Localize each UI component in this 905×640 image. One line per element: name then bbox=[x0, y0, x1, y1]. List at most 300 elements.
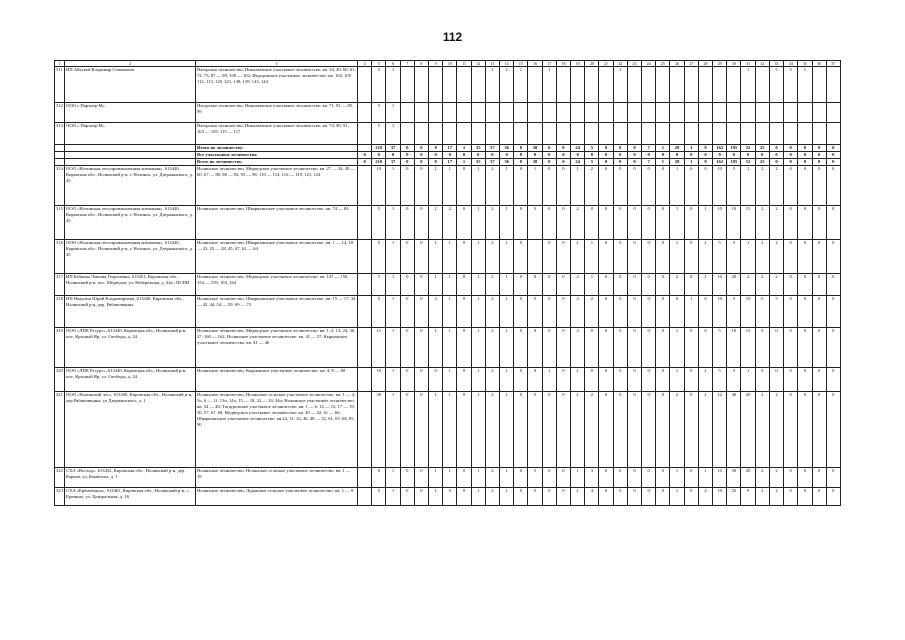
value-cell: 1 bbox=[429, 166, 443, 206]
value-cell: 0 bbox=[741, 152, 755, 159]
value-cell bbox=[500, 123, 514, 145]
row-number bbox=[55, 159, 65, 166]
value-cell: 17 bbox=[443, 145, 457, 152]
forest-area: Нолинское лесничество, Нолинское сельское участковое лесничество: кв. 1 — 19 bbox=[196, 468, 358, 488]
value-cell: 10 bbox=[372, 166, 386, 206]
value-cell: 5 bbox=[528, 392, 542, 468]
value-cell: 1 bbox=[500, 206, 514, 240]
value-cell: 28 bbox=[670, 159, 684, 166]
value-cell: 1 bbox=[670, 488, 684, 506]
value-cell: 1 bbox=[386, 206, 400, 240]
value-cell bbox=[741, 103, 755, 123]
column-number: 37 bbox=[826, 61, 840, 67]
value-cell: 1 bbox=[571, 392, 585, 468]
value-cell bbox=[784, 103, 798, 123]
value-cell: 1 bbox=[471, 274, 485, 296]
value-cell: 1 bbox=[670, 328, 684, 368]
value-cell: 0 bbox=[457, 392, 471, 468]
value-cell: 195 bbox=[727, 159, 741, 166]
value-cell: 1 bbox=[386, 328, 400, 368]
value-cell: 2 bbox=[485, 296, 499, 328]
value-cell: 0 bbox=[656, 240, 670, 274]
value-cell: 0 bbox=[414, 368, 428, 392]
value-cell: 1 bbox=[443, 328, 457, 368]
value-cell: 0 bbox=[556, 145, 570, 152]
value-cell: 28 bbox=[670, 145, 684, 152]
value-cell bbox=[670, 67, 684, 103]
value-cell: 0 bbox=[684, 392, 698, 468]
row-number bbox=[55, 152, 65, 159]
value-cell: 0 bbox=[414, 488, 428, 506]
value-cell: 1 bbox=[386, 240, 400, 274]
value-cell: 0 bbox=[613, 240, 627, 274]
value-cell: 0 bbox=[627, 145, 641, 152]
value-cell: 0 bbox=[613, 159, 627, 166]
value-cell bbox=[514, 103, 528, 123]
value-cell: 0 bbox=[769, 152, 783, 159]
row-number: 314 bbox=[55, 166, 65, 206]
value-cell: 0 bbox=[599, 159, 613, 166]
value-cell: 0 bbox=[571, 152, 585, 159]
value-cell: 0 bbox=[812, 488, 826, 506]
value-cell: 2 bbox=[571, 296, 585, 328]
value-cell: 25 bbox=[727, 488, 741, 506]
tenant-name: СХА «Ерёмченята», 613461, Кировская обл., Нолинский р-н, с. Еремино, ул. Центральная, д. 16 bbox=[65, 488, 196, 506]
column-number: 12 bbox=[471, 61, 485, 67]
row-number: 316 bbox=[55, 240, 65, 274]
value-cell bbox=[443, 67, 457, 103]
value-cell bbox=[812, 103, 826, 123]
value-cell bbox=[727, 103, 741, 123]
forest-area: Нагорское лесничество, Николаевское участковое лесничество: кв. 74, 90, 91, 103 — 105, 115 — 117 bbox=[196, 123, 358, 145]
value-cell: 0 bbox=[514, 240, 528, 274]
value-cell: 24 bbox=[571, 145, 585, 152]
value-cell: 2 bbox=[485, 488, 499, 506]
value-cell bbox=[471, 67, 485, 103]
value-cell bbox=[642, 123, 656, 145]
value-cell: 0 bbox=[713, 152, 727, 159]
row-number: 320 bbox=[55, 368, 65, 392]
value-cell: 0 bbox=[556, 274, 570, 296]
value-cell: 1 bbox=[500, 488, 514, 506]
value-cell: 1 bbox=[741, 240, 755, 274]
row-number: 318 bbox=[55, 296, 65, 328]
row-number: 319 bbox=[55, 328, 65, 368]
value-cell bbox=[500, 103, 514, 123]
column-number: 20 bbox=[585, 61, 599, 67]
value-cell bbox=[457, 103, 471, 123]
value-cell: 0 bbox=[627, 166, 641, 206]
value-cell: 0 bbox=[514, 152, 528, 159]
table-row bbox=[55, 392, 841, 468]
value-cell: 2 bbox=[571, 328, 585, 368]
value-cell: 0 bbox=[542, 240, 556, 274]
value-cell: 0 bbox=[613, 145, 627, 152]
table-row bbox=[55, 468, 841, 488]
tenant-name: ООО « Партнер-М» bbox=[65, 123, 196, 145]
value-cell: 0 bbox=[826, 240, 840, 274]
forest-area: Всего по лесничеству: bbox=[196, 159, 358, 166]
value-cell: 2 bbox=[485, 468, 499, 488]
value-cell: 0 bbox=[812, 240, 826, 274]
value-cell: 2 bbox=[769, 166, 783, 206]
row-number: 313 bbox=[55, 123, 65, 145]
value-cell: 0 bbox=[642, 152, 656, 159]
value-cell: 35 bbox=[471, 145, 485, 152]
value-cell: 57 bbox=[485, 159, 499, 166]
value-cell: 1 bbox=[684, 159, 698, 166]
value-cell: 0 bbox=[826, 488, 840, 506]
column-number: 28 bbox=[698, 61, 712, 67]
value-cell: 1 bbox=[471, 240, 485, 274]
value-cell: 7 bbox=[642, 159, 656, 166]
value-cell: 5 bbox=[727, 240, 741, 274]
value-cell: 5 bbox=[528, 296, 542, 328]
value-cell: 0 bbox=[798, 368, 812, 392]
forest-area: Нагорское лесничество, Николаевское участковое лесничество: кв. 34, 49, 60, 61, 72, 73, 87 — 89, 100 — 102; Федоровское участковое лесничество: кв. 104, 105 112, 113, 120, 121, 138, 139, 143, 144 bbox=[196, 67, 358, 103]
value-cell: 0 bbox=[542, 152, 556, 159]
value-cell: 2 bbox=[429, 296, 443, 328]
value-cell: 0 bbox=[400, 145, 414, 152]
value-cell: 9 bbox=[741, 488, 755, 506]
value-cell: 0 bbox=[798, 328, 812, 368]
value-cell: 10 bbox=[713, 488, 727, 506]
value-cell: 1 bbox=[656, 145, 670, 152]
value-cell: 0 bbox=[826, 145, 840, 152]
value-cell: 0 bbox=[784, 206, 798, 240]
value-cell: 1 bbox=[514, 67, 528, 103]
value-cell: 0 bbox=[414, 206, 428, 240]
value-cell: 0 bbox=[798, 392, 812, 468]
value-cell bbox=[713, 67, 727, 103]
value-cell: 1 bbox=[443, 274, 457, 296]
value-cell: 0 bbox=[656, 296, 670, 328]
value-cell: 0 bbox=[514, 274, 528, 296]
tenant-name: ИП Бабкина Эмилия Георгиевна, 613451, Кировская обл., Нолинский р-н, пос. Медведок, ул. Набережная, д. 32а.; ПСПИ bbox=[65, 274, 196, 296]
forest-area: Нолинское лесничество, Медведское участковое лесничество: кв. 147 — 150, 154 — 159, 163, 164 bbox=[196, 274, 358, 296]
value-cell: 1 bbox=[542, 67, 556, 103]
value-cell: 0 bbox=[627, 368, 641, 392]
value-cell: 0 bbox=[414, 274, 428, 296]
value-cell: 1 bbox=[443, 368, 457, 392]
value-cell: 1 bbox=[429, 240, 443, 274]
column-number: 8 bbox=[414, 61, 428, 67]
value-cell: 0 bbox=[684, 368, 698, 392]
value-cell: 0 bbox=[613, 166, 627, 206]
value-cell: 0 bbox=[627, 488, 641, 506]
value-cell: 195 bbox=[727, 145, 741, 152]
value-cell: 1 bbox=[741, 67, 755, 103]
value-cell: 0 bbox=[784, 274, 798, 296]
value-cell bbox=[414, 103, 428, 123]
value-cell bbox=[358, 103, 372, 123]
value-cell: 2 bbox=[585, 166, 599, 206]
table-row bbox=[55, 274, 841, 296]
value-cell: 0 bbox=[542, 468, 556, 488]
value-cell: 0 bbox=[457, 488, 471, 506]
value-cell: 1 bbox=[500, 468, 514, 488]
table-row bbox=[55, 166, 841, 206]
value-cell: 0 bbox=[627, 274, 641, 296]
value-cell: 0 bbox=[798, 468, 812, 488]
value-cell bbox=[400, 103, 414, 123]
value-cell: 1 bbox=[386, 103, 400, 123]
value-cell: 0 bbox=[784, 152, 798, 159]
value-cell: 162 bbox=[713, 159, 727, 166]
value-cell: 1 bbox=[698, 468, 712, 488]
value-cell: 1 bbox=[443, 296, 457, 328]
value-cell: 0 bbox=[599, 240, 613, 274]
value-cell: 0 bbox=[599, 392, 613, 468]
value-cell bbox=[670, 103, 684, 123]
value-cell bbox=[826, 103, 840, 123]
value-cell: 0 bbox=[386, 152, 400, 159]
column-number: 7 bbox=[400, 61, 414, 67]
value-cell: 0 bbox=[429, 368, 443, 392]
value-cell: 0 bbox=[684, 166, 698, 206]
value-cell: 1 bbox=[670, 166, 684, 206]
value-cell: 0 bbox=[798, 296, 812, 328]
value-cell: 0 bbox=[414, 240, 428, 274]
value-cell: 1 bbox=[698, 274, 712, 296]
value-cell: 0 bbox=[457, 328, 471, 368]
value-cell: 1 bbox=[386, 468, 400, 488]
value-cell: 0 bbox=[627, 328, 641, 368]
value-cell: 8 bbox=[429, 145, 443, 152]
value-cell bbox=[358, 488, 372, 506]
value-cell: 0 bbox=[784, 392, 798, 468]
value-cell: 0 bbox=[599, 368, 613, 392]
column-number: 14 bbox=[500, 61, 514, 67]
value-cell bbox=[713, 123, 727, 145]
value-cell: 0 bbox=[599, 488, 613, 506]
value-cell bbox=[698, 103, 712, 123]
value-cell bbox=[528, 240, 542, 274]
value-cell: 0 bbox=[457, 274, 471, 296]
value-cell: 1 bbox=[670, 368, 684, 392]
value-cell: 0 bbox=[656, 488, 670, 506]
value-cell: 2 bbox=[769, 488, 783, 506]
value-cell bbox=[656, 67, 670, 103]
value-cell: 0 bbox=[599, 152, 613, 159]
value-cell: 1 bbox=[386, 488, 400, 506]
value-cell: 0 bbox=[414, 166, 428, 206]
value-cell: 1 bbox=[429, 468, 443, 488]
value-cell bbox=[471, 123, 485, 145]
value-cell: 0 bbox=[613, 392, 627, 468]
value-cell bbox=[812, 123, 826, 145]
value-cell: 5 bbox=[755, 296, 769, 328]
value-cell bbox=[457, 123, 471, 145]
value-cell: 0 bbox=[585, 328, 599, 368]
value-cell: 5 bbox=[727, 368, 741, 392]
value-cell: 0 bbox=[556, 166, 570, 206]
value-cell: 10 bbox=[713, 206, 727, 240]
value-cell: 0 bbox=[798, 159, 812, 166]
forest-area: Все участковые лесничества bbox=[196, 152, 358, 159]
value-cell: 0 bbox=[826, 206, 840, 240]
column-number: 25 bbox=[656, 61, 670, 67]
column-number: 15 bbox=[514, 61, 528, 67]
value-cell: 0 bbox=[542, 274, 556, 296]
forest-area: Итого по лесничеству: bbox=[196, 145, 358, 152]
value-cell: 5 bbox=[372, 103, 386, 123]
value-cell bbox=[599, 103, 613, 123]
value-cell: 1 bbox=[571, 240, 585, 274]
value-cell: 57 bbox=[485, 145, 499, 152]
value-cell: 0 bbox=[784, 296, 798, 328]
value-cell bbox=[599, 67, 613, 103]
value-cell bbox=[400, 67, 414, 103]
value-cell: 10 bbox=[713, 274, 727, 296]
value-cell: 1 bbox=[471, 206, 485, 240]
row-number: 315 bbox=[55, 206, 65, 240]
value-cell: 0 bbox=[784, 240, 798, 274]
value-cell: 0 bbox=[485, 152, 499, 159]
value-cell: 0 bbox=[798, 152, 812, 159]
value-cell: 10 bbox=[713, 166, 727, 206]
value-cell: 1 bbox=[670, 468, 684, 488]
tenant-name: ООО «ЛПК Ресурс», 613440, Кировская обл., Нолинский р-н, пос. Красный Яр, ул. Свободы, д. 24 bbox=[65, 368, 196, 392]
value-cell bbox=[556, 123, 570, 145]
tenant-name: ООО «ЛПК Ресурс», 613440, Кировская обл., Нолинский р-н, пос. Красный Яр, ул. Свободы, д. 24 bbox=[65, 328, 196, 368]
forest-area: Нагорское лесничество, Николаевское участковое лесничество: кв. 71, 81 — 85, 99 bbox=[196, 103, 358, 123]
value-cell: 10 bbox=[713, 468, 727, 488]
value-cell bbox=[358, 123, 372, 145]
value-cell: 0 bbox=[528, 368, 542, 392]
value-cell: 1 bbox=[542, 368, 556, 392]
value-cell: 0 bbox=[514, 488, 528, 506]
value-cell: 0 bbox=[400, 392, 414, 468]
value-cell: 5 bbox=[727, 166, 741, 206]
value-cell: 1 bbox=[443, 240, 457, 274]
value-cell: 2 bbox=[769, 468, 783, 488]
value-cell: 2 bbox=[755, 166, 769, 206]
value-cell: 5 bbox=[713, 240, 727, 274]
value-cell bbox=[826, 123, 840, 145]
value-cell: 1 bbox=[698, 392, 712, 468]
value-cell: 2 bbox=[485, 240, 499, 274]
value-cell: 0 bbox=[670, 152, 684, 159]
value-cell: 0 bbox=[769, 368, 783, 392]
value-cell: 40 bbox=[727, 392, 741, 468]
value-cell: 2 bbox=[485, 274, 499, 296]
value-cell: 0 bbox=[812, 274, 826, 296]
column-number: 34 bbox=[784, 61, 798, 67]
value-cell bbox=[798, 123, 812, 145]
value-cell: 2 bbox=[698, 488, 712, 506]
value-cell: 0 bbox=[656, 328, 670, 368]
value-cell bbox=[769, 103, 783, 123]
value-cell: 0 bbox=[457, 206, 471, 240]
value-cell: 0 bbox=[684, 328, 698, 368]
row-number bbox=[55, 145, 65, 152]
value-cell: 5 bbox=[372, 67, 386, 103]
value-cell: 2 bbox=[500, 67, 514, 103]
value-cell bbox=[528, 67, 542, 103]
value-cell: 2 bbox=[755, 240, 769, 274]
column-number: 18 bbox=[556, 61, 570, 67]
value-cell: 0 bbox=[542, 328, 556, 368]
value-cell: 0 bbox=[400, 296, 414, 328]
value-cell: 0 bbox=[784, 488, 798, 506]
value-cell: 2 bbox=[443, 206, 457, 240]
value-cell: 0 bbox=[656, 206, 670, 240]
value-cell: 8 bbox=[698, 145, 712, 152]
value-cell: 0 bbox=[656, 166, 670, 206]
row-number: 317 bbox=[55, 274, 65, 296]
column-number: 32 bbox=[755, 61, 769, 67]
value-cell: 2 bbox=[769, 392, 783, 468]
value-cell: 0 bbox=[528, 152, 542, 159]
value-cell: 1 bbox=[443, 392, 457, 468]
column-number: 23 bbox=[627, 61, 641, 67]
value-cell: 1 bbox=[386, 368, 400, 392]
value-cell: 0 bbox=[627, 392, 641, 468]
value-cell: 0 bbox=[656, 152, 670, 159]
value-cell: 0 bbox=[556, 392, 570, 468]
value-cell: 0 bbox=[358, 159, 372, 166]
value-cell: 0 bbox=[784, 159, 798, 166]
value-cell: 1 bbox=[386, 123, 400, 145]
value-cell: 20 bbox=[741, 392, 755, 468]
value-cell: 0 bbox=[556, 240, 570, 274]
tenant-name: ИП Никулин Юрий Владимирович, 613440, Кировская обл., Нолинский р-н, дер. Рябиновщина bbox=[65, 296, 196, 328]
value-cell: 0 bbox=[769, 328, 783, 368]
column-number: 36 bbox=[812, 61, 826, 67]
value-cell: 10 bbox=[741, 296, 755, 328]
value-cell: 0 bbox=[826, 159, 840, 166]
value-cell: 0 bbox=[812, 206, 826, 240]
value-cell: 0 bbox=[514, 145, 528, 152]
value-cell: 0 bbox=[471, 152, 485, 159]
value-cell: 0 bbox=[542, 145, 556, 152]
value-cell bbox=[642, 103, 656, 123]
value-cell: 1 bbox=[471, 368, 485, 392]
value-cell: 0 bbox=[684, 152, 698, 159]
value-cell: 0 bbox=[599, 274, 613, 296]
value-cell: 1 bbox=[698, 240, 712, 274]
column-number: 30 bbox=[727, 61, 741, 67]
value-cell: 0 bbox=[443, 152, 457, 159]
table-row bbox=[55, 103, 841, 123]
value-cell: 36 bbox=[500, 159, 514, 166]
table-row bbox=[55, 488, 841, 506]
value-cell: 0 bbox=[400, 166, 414, 206]
value-cell: 5 bbox=[727, 296, 741, 328]
tenant-name bbox=[65, 152, 196, 159]
value-cell: 0 bbox=[585, 152, 599, 159]
value-cell: 20 bbox=[727, 274, 741, 296]
value-cell: 1 bbox=[386, 166, 400, 206]
value-cell: 4 bbox=[585, 488, 599, 506]
value-cell: 0 bbox=[812, 468, 826, 488]
value-cell: 0 bbox=[812, 159, 826, 166]
value-cell: 2 bbox=[485, 368, 499, 392]
value-cell bbox=[684, 123, 698, 145]
value-cell bbox=[443, 123, 457, 145]
value-cell: 0 bbox=[627, 240, 641, 274]
value-cell: 25 bbox=[755, 145, 769, 152]
value-cell bbox=[585, 123, 599, 145]
value-cell: 0 bbox=[414, 152, 428, 159]
value-cell: 1 bbox=[698, 206, 712, 240]
value-cell: 2 bbox=[769, 240, 783, 274]
value-cell: 0 bbox=[642, 240, 656, 274]
value-cell: 35 bbox=[471, 159, 485, 166]
value-cell: 1 bbox=[429, 274, 443, 296]
value-cell: 0 bbox=[784, 166, 798, 206]
